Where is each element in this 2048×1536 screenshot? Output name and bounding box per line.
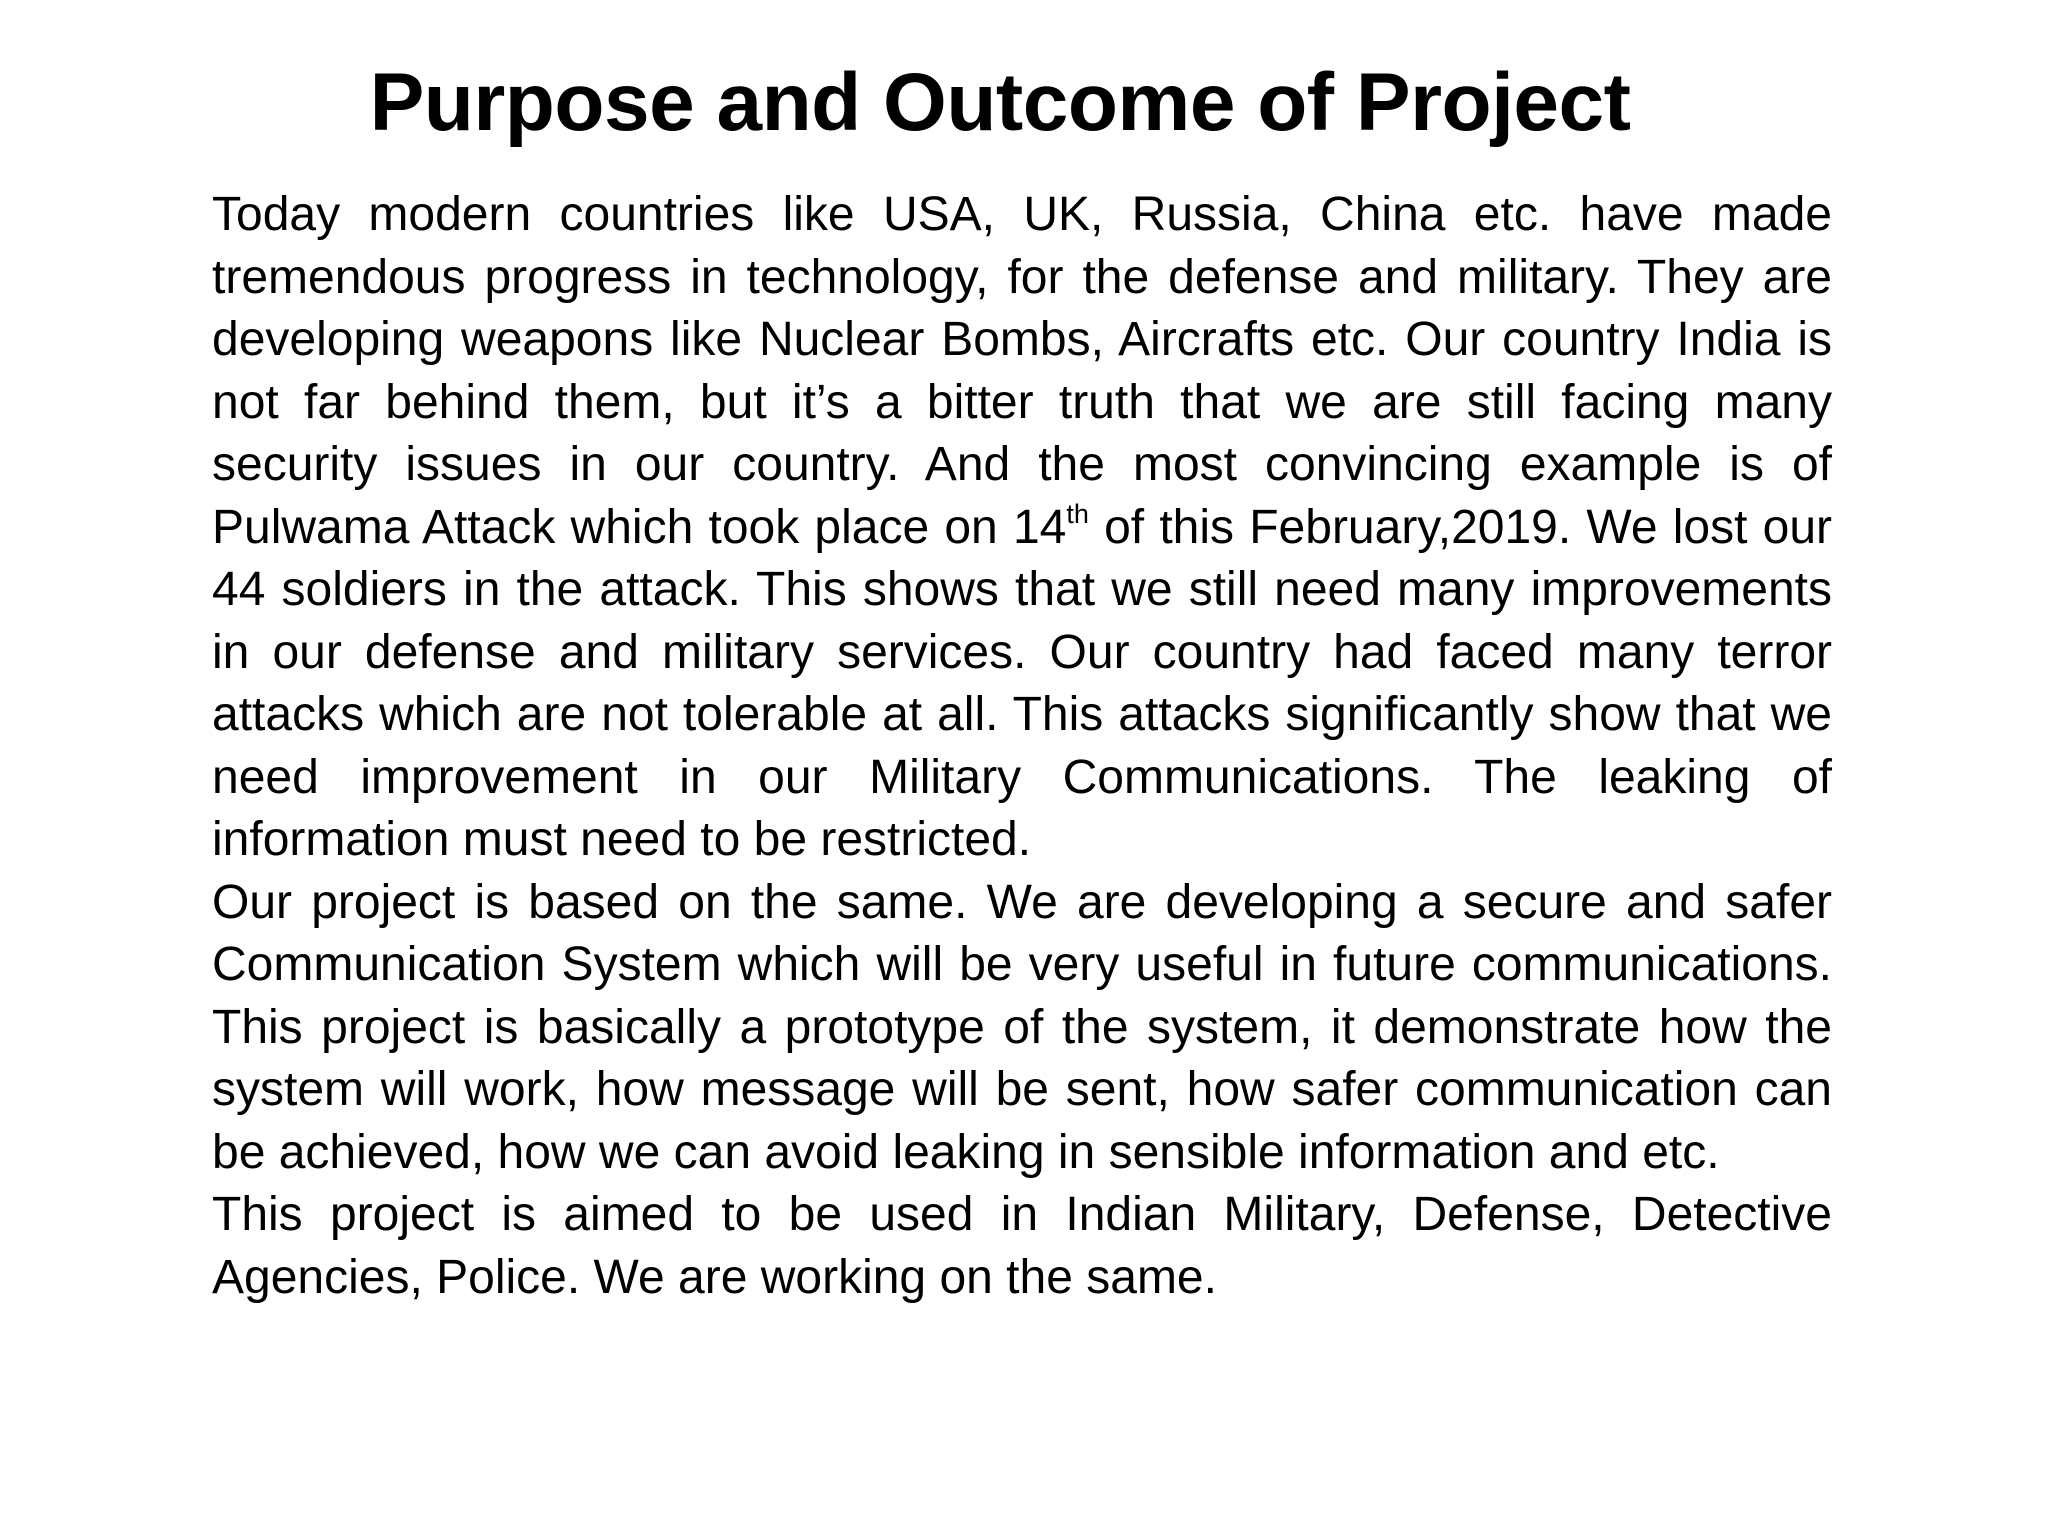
paragraph-3: This project is aimed to be used in Indian Military, Defense, Detective Agencies, Police. We are working on the same. [212, 1188, 1832, 1304]
slide-body [212, 184, 1832, 1309]
paragraph-1-text-b: of this February,2019. We lost our 44 soldiers in the attack. This shows that we still need many improvements in our defense and military services. Our country had faced many terror attacks which are not tolerable at all. This attacks significantly show that we need improvement in our Military Communications. The leaking of information must need to be restricted. [212, 500, 1833, 866]
ordinal-suffix: th [1066, 498, 1089, 529]
paragraph-1 [212, 184, 1832, 872]
paragraph-1-text-a: Today modern countries like USA, UK, Russia, China etc. have made tremendous progress in technology, for the defense and military. They are developing weapons like Nuclear Bombs, Aircrafts etc. Our country India is not far behind them, but it’s a bitter truth that we are still facing many security issues in our country. And the most convincing example is of Pulwama Attack which took place on 14 [212, 188, 1832, 554]
paragraph-2: Our project is based on the same. We are developing a secure and safer Communication System which will be very useful in future communications. This project is basically a prototype of the system, it demonstrate how the system will work, how message will be sent, how safer communication can be achieved, how we can avoid leaking in sensible information and etc. [212, 875, 1832, 1179]
slide-title: Purpose and Outcome of Project [369, 57, 1631, 148]
